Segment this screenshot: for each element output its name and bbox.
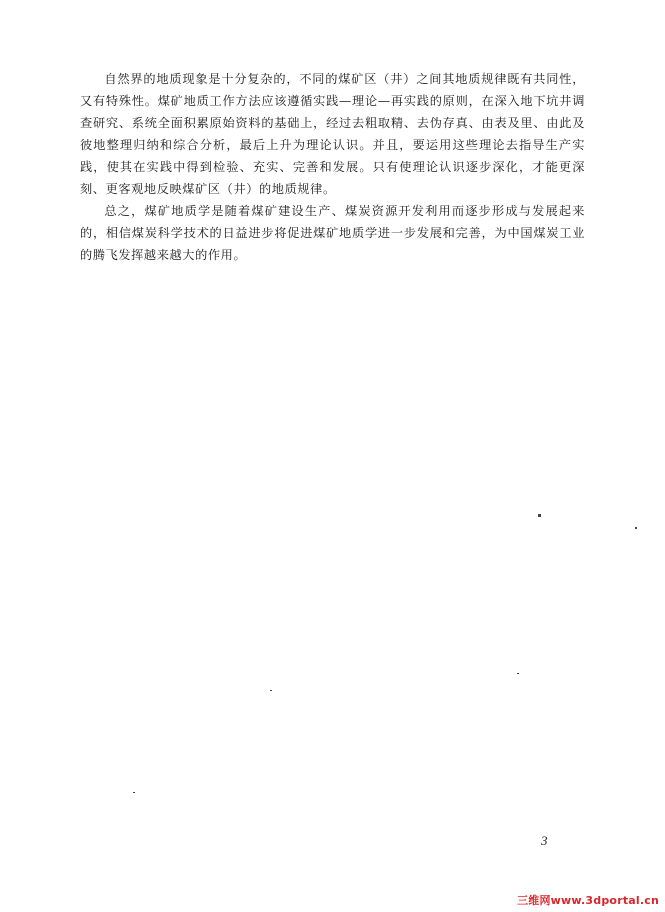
scan-speck <box>270 690 272 691</box>
scan-speck <box>538 514 541 517</box>
watermark-url: www.3dportal.cn <box>550 894 659 907</box>
watermark <box>517 892 659 908</box>
scan-speck <box>635 527 637 529</box>
page-number: 3 <box>541 833 548 848</box>
watermark-site-name: 三维网 <box>517 894 551 907</box>
paragraph-2: 总之，煤矿地质学是随着煤矿建设生产、煤炭资源开发利用而逐步形成与发展起来的，相信煤炭科学技术的日益进步将促进煤矿地质学进一步发展和完善，为中国煤炭工业的腾飞发挥越来越大的作用。 <box>80 204 585 262</box>
scan-speck <box>133 792 135 793</box>
paragraph-1: 自然界的地质现象是十分复杂的，不同的煤矿区（井）之间其地质规律既有共同性，又有特殊性。煤矿地质工作方法应该遵循实践—理论—再实践的原则，在深入地下坑井调查研究、系统全面积累原始资料的基础上，经过去粗取精、去伪存真、由表及里、由此及彼地整理归纳和综合分析，最后上升为理论认识。并且，要运用这些理论去指导生产实践，使其在实践中得到检验、充实、完善和发展。只有使理论认识逐步深化，才能更深刻、更客观地反映煤矿区（井）的地质规律。 <box>80 72 585 196</box>
body-text <box>80 68 585 266</box>
scan-speck <box>517 673 519 674</box>
